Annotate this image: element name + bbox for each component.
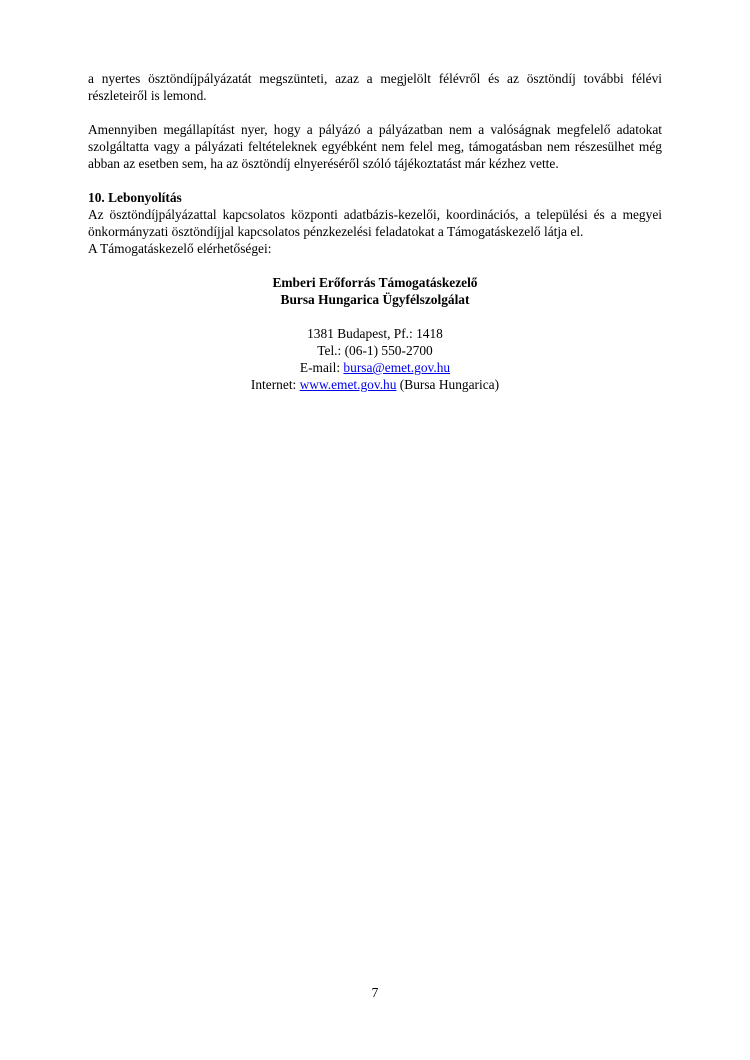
org-name: Emberi Erőforrás Támogatáskezelő xyxy=(272,275,478,290)
section-heading: 10. Lebonyolítás xyxy=(88,190,182,205)
section-body: Az ösztöndíjpályázattal kapcsolatos központi adatbázis-kezelői, koordinációs, a települési és a megyei önkormányzati ösztöndíjjal kapcsolatos pénzkezelési feladatokat a Támogatáskezelő látja el. xyxy=(88,207,662,239)
phone-number: Tel.: (06-1) 550-2700 xyxy=(317,343,433,358)
website-suffix: (Bursa Hungarica) xyxy=(396,377,500,392)
internet-label: Internet: xyxy=(250,377,300,392)
contacts-intro: A Támogatáskezelő elérhetőségei: xyxy=(88,241,272,256)
website-link[interactable]: www.emet.gov.hu xyxy=(299,377,397,392)
internet-line xyxy=(88,376,662,393)
postal-address: 1381 Budapest, Pf.: 1418 xyxy=(307,326,443,341)
page-number: 7 xyxy=(371,985,379,1000)
paragraph-withdrawal: a nyertes ösztöndíjpályázatát megszünteti, azaz a megjelölt félévről és az ösztöndíj további félévi részleteiről is lemond. xyxy=(88,71,662,103)
email-link[interactable]: bursa@emet.gov.hu xyxy=(343,360,451,375)
email-line xyxy=(88,359,662,376)
paragraph-false-data: Amennyiben megállapítást nyer, hogy a pályázó a pályázatban nem a valóságnak megfelelő adatokat szolgáltatta vagy a pályázati feltételeknek egyébként nem felel meg, támogatásban nem részesülhet még abban az esetben sem, ha az ösztöndíj elnyeréséről szóló tájékoztatást már kézhez vette. xyxy=(88,122,662,171)
document-body xyxy=(88,70,662,393)
org-service: Bursa Hungarica Ügyfélszolgálat xyxy=(280,292,470,307)
email-label: E-mail: xyxy=(299,360,344,375)
